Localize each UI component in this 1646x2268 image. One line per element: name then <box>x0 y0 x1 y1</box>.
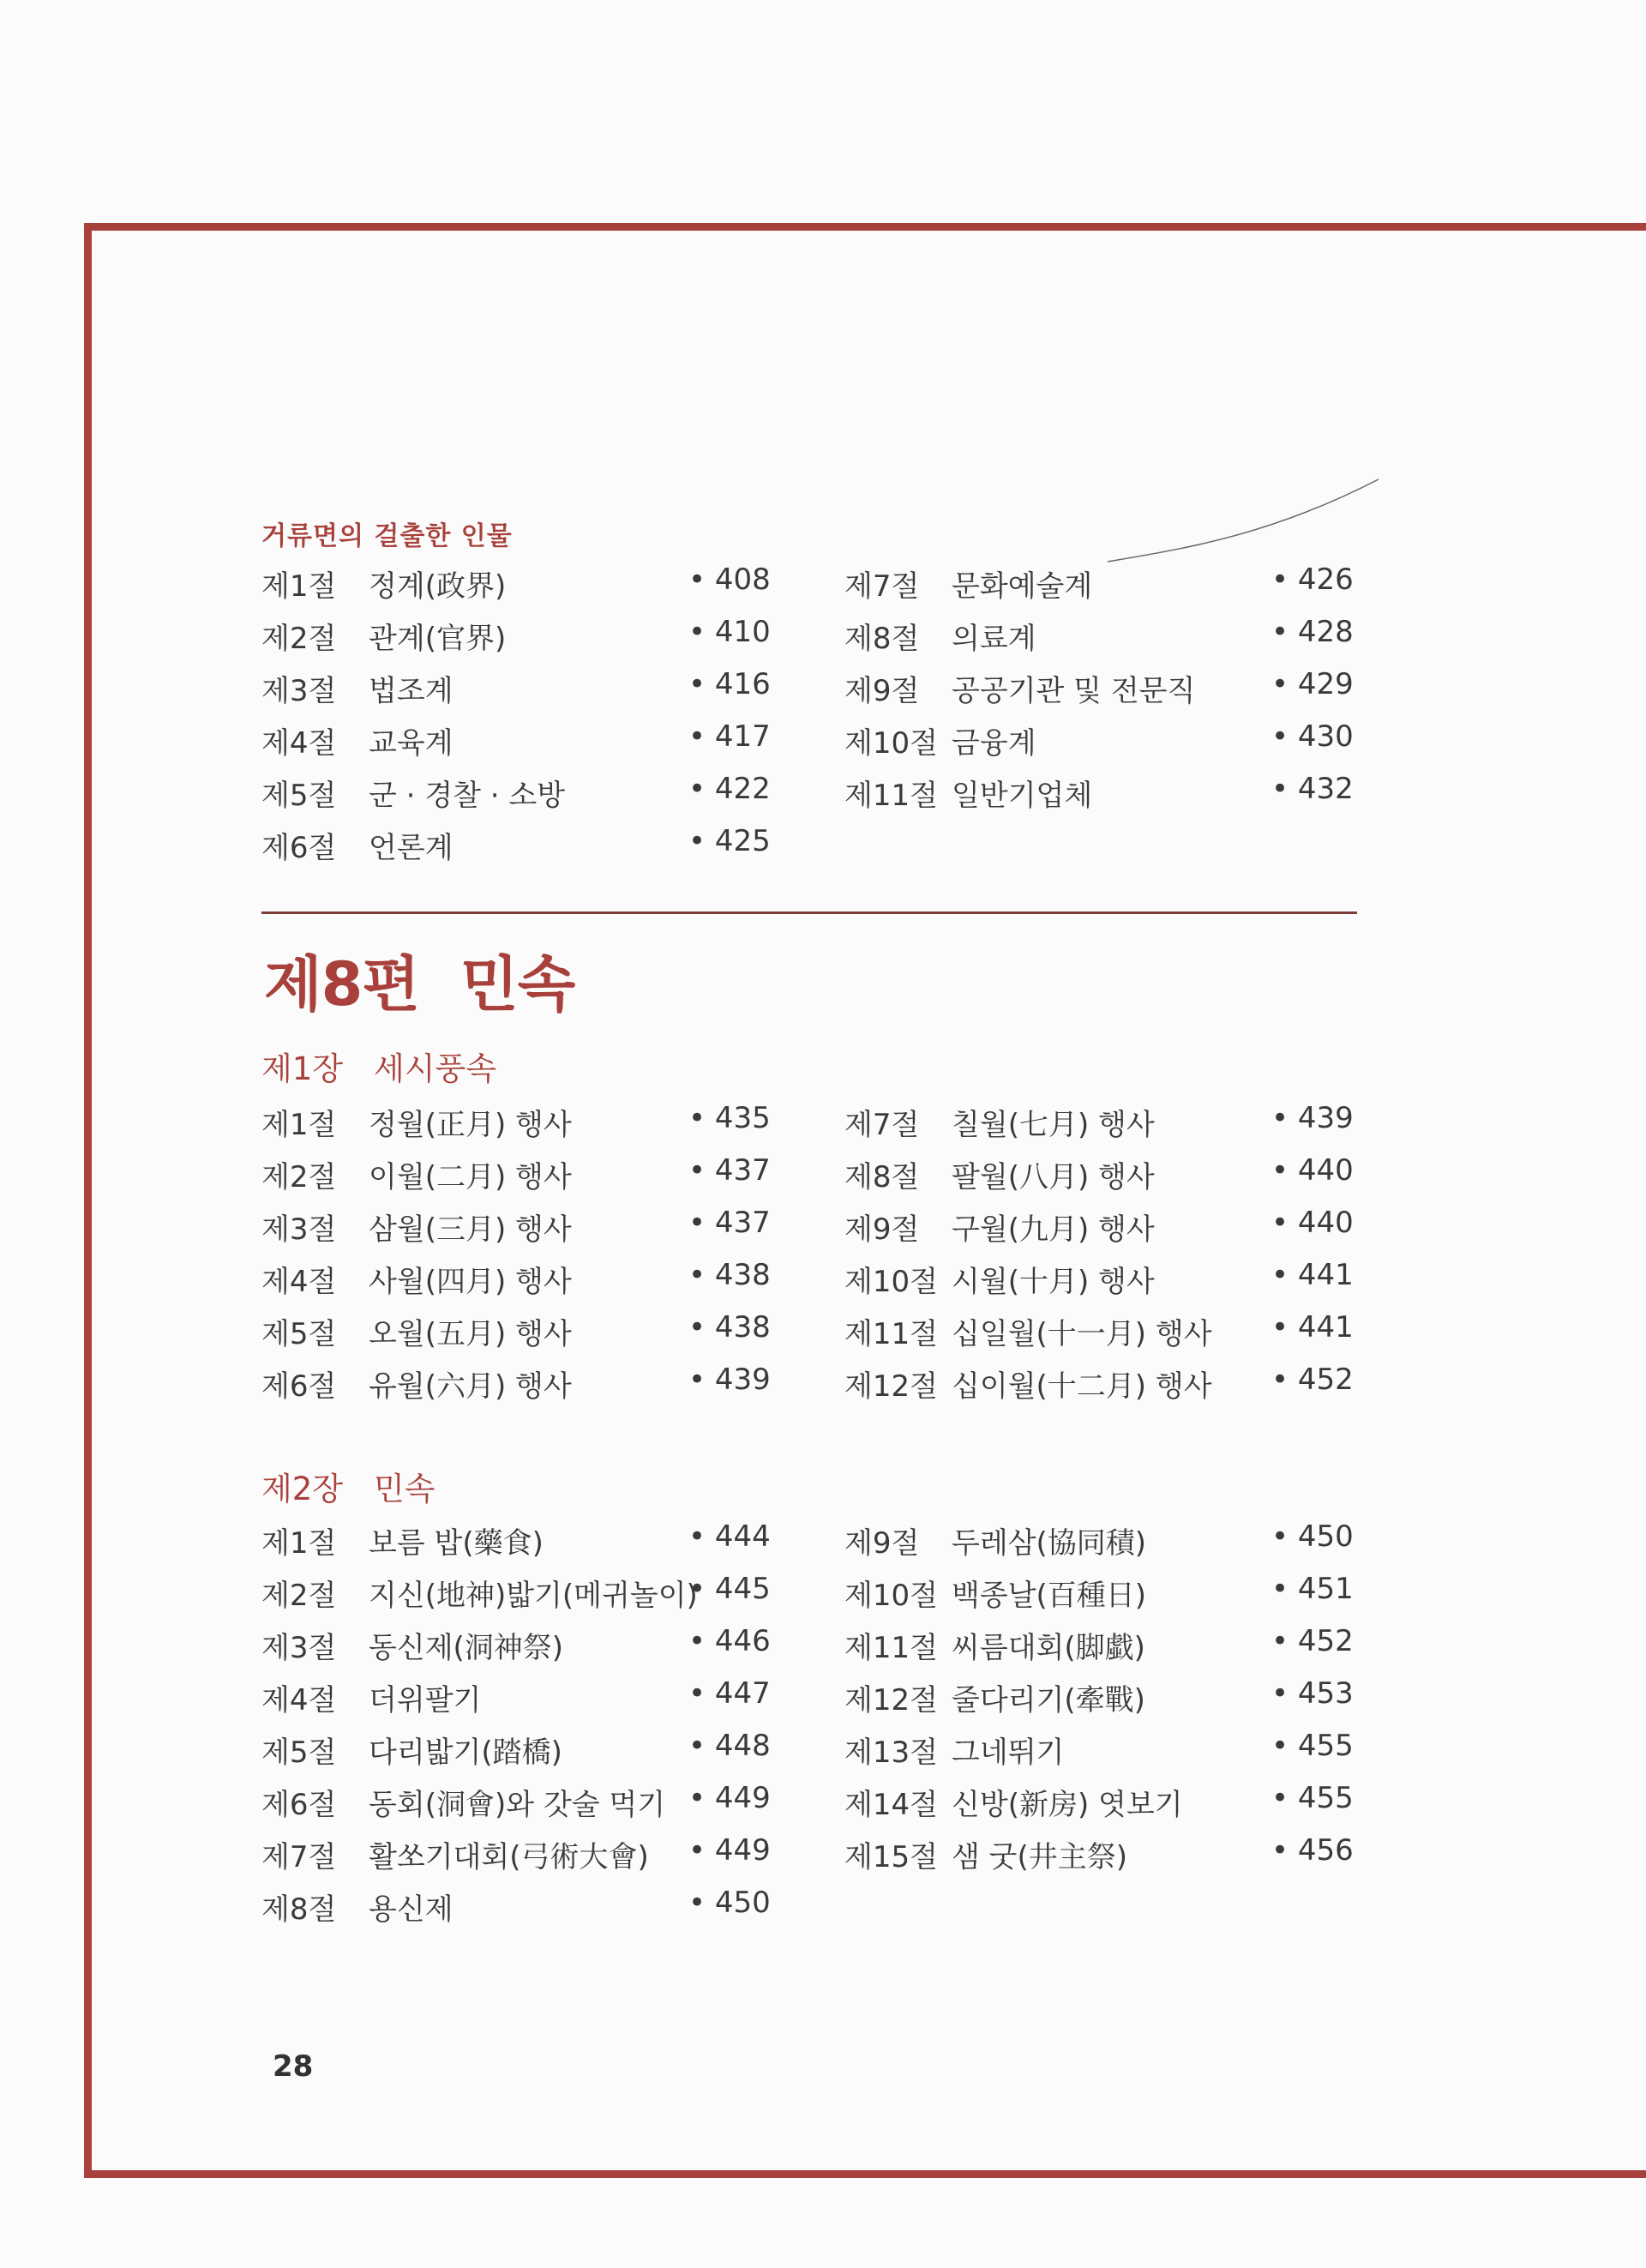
page-ref: • 450 <box>1271 1519 1354 1554</box>
entry-title: 교육계 <box>369 726 454 761</box>
toc-entry <box>261 667 776 719</box>
toc-column-right <box>844 562 1359 824</box>
entry-title: 그네뛰기 <box>952 1736 1065 1770</box>
section-number: 제2절 <box>261 1579 337 1613</box>
page-ref: • 441 <box>1271 1310 1354 1345</box>
entry-title: 백종날(百種日) <box>952 1579 1147 1613</box>
toc-entry <box>261 1886 776 1938</box>
part-number: 제8편 <box>264 949 419 1020</box>
entry-title: 의료계 <box>952 622 1036 656</box>
toc-entry <box>844 667 1359 719</box>
page-ref: • 425 <box>688 824 771 858</box>
toc-entry <box>844 1781 1359 1833</box>
section-number: 제6절 <box>261 1788 337 1822</box>
page-ref: • 455 <box>1271 1781 1354 1815</box>
toc-entry <box>261 1310 776 1363</box>
section-number: 제2절 <box>261 622 337 656</box>
page-ref: • 447 <box>688 1676 771 1711</box>
page-ref: • 455 <box>1271 1729 1354 1763</box>
section-number: 제5절 <box>261 1736 337 1770</box>
toc-entry <box>261 772 776 824</box>
section-number: 제4절 <box>261 1265 337 1299</box>
section-number: 제5절 <box>261 1317 337 1351</box>
entry-title: 씨름대회(脚戱) <box>952 1631 1145 1665</box>
page-ref: • 410 <box>688 615 771 649</box>
section-heading: 거류면의 걸출한 인물 <box>261 521 513 551</box>
page-ref: • 432 <box>1271 772 1354 806</box>
page-ref: • 430 <box>1271 719 1354 754</box>
toc-entry <box>261 1833 776 1886</box>
page-ref: • 445 <box>688 1572 771 1606</box>
entry-title: 동신제(洞神祭) <box>369 1631 564 1665</box>
page-ref: • 450 <box>688 1886 771 1920</box>
section-number: 제7절 <box>844 1108 920 1142</box>
toc-entry <box>844 615 1359 667</box>
section-number: 제9절 <box>844 1526 920 1561</box>
toc-column-left <box>261 1519 776 1938</box>
toc-column-right <box>844 1101 1359 1415</box>
page-ref: • 416 <box>688 667 771 701</box>
toc-column-left <box>261 562 776 876</box>
entry-title: 정월(正月) 행사 <box>369 1108 572 1142</box>
toc-entry <box>261 1258 776 1310</box>
page-ref: • 446 <box>688 1624 771 1658</box>
entry-title: 동회(洞會)와 갓술 먹기 <box>369 1788 666 1822</box>
toc-entry <box>844 1624 1359 1676</box>
chapter-2-section <box>261 1463 1359 1927</box>
toc-column-left <box>261 1101 776 1415</box>
entry-title: 언론계 <box>369 831 454 865</box>
toc-entry <box>261 1676 776 1729</box>
section-number: 제10절 <box>844 726 938 761</box>
entry-title: 더위팔기 <box>369 1683 482 1718</box>
entry-title: 용신제 <box>369 1892 454 1927</box>
section-number: 제7절 <box>261 1840 337 1874</box>
page-ref: • 417 <box>688 719 771 754</box>
toc-entry <box>844 1101 1359 1153</box>
section-number: 제3절 <box>261 1212 337 1247</box>
chapter-heading <box>261 1463 1359 1509</box>
page-ref: • 444 <box>688 1519 771 1554</box>
chapter-title: 민속 <box>374 1471 436 1507</box>
page-ref: • 451 <box>1271 1572 1354 1606</box>
page-ref: • 426 <box>1271 562 1354 597</box>
section-number: 제12절 <box>844 1369 938 1404</box>
chapter-number: 제2장 <box>261 1471 344 1507</box>
chapter-heading <box>261 1043 1359 1089</box>
entry-title: 십이월(十二月) 행사 <box>952 1369 1212 1404</box>
toc-entry <box>844 1310 1359 1363</box>
section-number: 제8절 <box>844 1160 920 1194</box>
part-title <box>264 936 574 1023</box>
entry-title: 지신(地神)밟기(메귀놀이) <box>369 1579 698 1613</box>
toc-entry <box>844 719 1359 772</box>
toc-entry <box>844 1258 1359 1310</box>
entry-title: 시월(十月) 행사 <box>952 1265 1155 1299</box>
section-number: 제3절 <box>261 674 337 708</box>
section-number: 제6절 <box>261 1369 337 1404</box>
entry-title: 줄다리기(牽戰) <box>952 1683 1145 1718</box>
toc-entry <box>844 1363 1359 1415</box>
toc-entry <box>844 562 1359 615</box>
section-number: 제1절 <box>261 1526 337 1561</box>
page-ref: • 437 <box>688 1153 771 1188</box>
page-ref: • 438 <box>688 1310 771 1345</box>
section-number: 제2절 <box>261 1160 337 1194</box>
entry-title: 관계(官界) <box>369 622 507 656</box>
toc-entry <box>261 1729 776 1781</box>
entry-title: 군 · 경찰 · 소방 <box>369 779 566 813</box>
toc-entry <box>261 1572 776 1624</box>
section-number: 제11절 <box>844 779 938 813</box>
toc-entry <box>844 772 1359 824</box>
toc-entry <box>844 1729 1359 1781</box>
section-number: 제1절 <box>261 1108 337 1142</box>
page-number: 28 <box>273 2049 314 2084</box>
section-number: 제14절 <box>844 1788 938 1822</box>
toc-entry <box>261 562 776 615</box>
chapter-number: 제1장 <box>261 1050 344 1087</box>
toc-entry <box>261 1624 776 1676</box>
page-ref: • 449 <box>688 1781 771 1815</box>
toc-column-right <box>844 1519 1359 1886</box>
page-ref: • 449 <box>688 1833 771 1868</box>
entry-title: 법조계 <box>369 674 454 708</box>
page-ref: • 440 <box>1271 1206 1354 1240</box>
entry-title: 십일월(十一月) 행사 <box>952 1317 1212 1351</box>
section-notable-people <box>261 514 1359 865</box>
section-number: 제15절 <box>844 1840 938 1874</box>
page-ref: • 452 <box>1271 1624 1354 1658</box>
entry-title: 정계(政界) <box>369 569 507 604</box>
page-ref: • 435 <box>688 1101 771 1135</box>
section-number: 제10절 <box>844 1265 938 1299</box>
section-number: 제4절 <box>261 726 337 761</box>
entry-title: 구월(九月) 행사 <box>952 1212 1155 1247</box>
entry-title: 삼월(三月) 행사 <box>369 1212 572 1247</box>
toc-entry <box>261 615 776 667</box>
page-ref: • 422 <box>688 772 771 806</box>
page-ref: • 453 <box>1271 1676 1354 1711</box>
entry-title: 신방(新房) 엿보기 <box>952 1788 1183 1822</box>
part-name: 민속 <box>460 949 575 1020</box>
page-ref: • 452 <box>1271 1363 1354 1397</box>
page-ref: • 439 <box>1271 1101 1354 1135</box>
entry-title: 이월(二月) 행사 <box>369 1160 572 1194</box>
page-ref: • 440 <box>1271 1153 1354 1188</box>
toc-entry <box>261 824 776 876</box>
entry-title: 활쏘기대회(弓術大會) <box>369 1840 649 1874</box>
section-number: 제11절 <box>844 1317 938 1351</box>
entry-title: 오월(五月) 행사 <box>369 1317 572 1351</box>
section-number: 제7절 <box>844 569 920 604</box>
toc-entry <box>844 1519 1359 1572</box>
toc-entry <box>261 1781 776 1833</box>
section-number: 제13절 <box>844 1736 938 1770</box>
section-number: 제8절 <box>261 1892 337 1927</box>
divider-rule <box>261 911 1357 914</box>
entry-title: 보름 밥(藥食) <box>369 1526 544 1561</box>
page-ref: • 437 <box>688 1206 771 1240</box>
entry-title: 문화예술계 <box>952 569 1093 604</box>
toc-entry <box>844 1572 1359 1624</box>
page-ref: • 456 <box>1271 1833 1354 1868</box>
page-ref: • 429 <box>1271 667 1354 701</box>
entry-title: 유월(六月) 행사 <box>369 1369 572 1404</box>
chapter-title: 세시풍속 <box>374 1050 496 1087</box>
entry-title: 금융계 <box>952 726 1036 761</box>
page-ref: • 448 <box>688 1729 771 1763</box>
toc-entry <box>844 1206 1359 1258</box>
page-ref: • 428 <box>1271 615 1354 649</box>
toc-entry <box>261 1206 776 1258</box>
page-ref: • 438 <box>688 1258 771 1292</box>
section-number: 제10절 <box>844 1579 938 1613</box>
toc-entry <box>844 1833 1359 1886</box>
toc-entry <box>261 719 776 772</box>
entry-title: 일반기업체 <box>952 779 1093 813</box>
section-number: 제3절 <box>261 1631 337 1665</box>
section-number: 제9절 <box>844 674 920 708</box>
section-number: 제6절 <box>261 831 337 865</box>
entry-title: 칠월(七月) 행사 <box>952 1108 1155 1142</box>
section-number: 제12절 <box>844 1683 938 1718</box>
entry-title: 공공기관 및 전문직 <box>952 674 1196 708</box>
section-number: 제9절 <box>844 1212 920 1247</box>
entry-title: 사월(四月) 행사 <box>369 1265 572 1299</box>
section-number: 제1절 <box>261 569 337 604</box>
page-ref: • 408 <box>688 562 771 597</box>
toc-entry <box>261 1519 776 1572</box>
toc-entry <box>261 1101 776 1153</box>
entry-title: 샘 굿(井主祭) <box>952 1840 1128 1874</box>
toc-entry <box>261 1363 776 1415</box>
page-ref: • 441 <box>1271 1258 1354 1292</box>
chapter-1-section <box>261 1043 1359 1404</box>
toc-entry <box>844 1676 1359 1729</box>
entry-title: 다리밟기(踏橋) <box>369 1736 562 1770</box>
page-ref: • 439 <box>688 1363 771 1397</box>
toc-entry <box>844 1153 1359 1206</box>
section-number: 제4절 <box>261 1683 337 1718</box>
section-number: 제11절 <box>844 1631 938 1665</box>
entry-title: 팔월(八月) 행사 <box>952 1160 1155 1194</box>
toc-entry <box>261 1153 776 1206</box>
section-number: 제5절 <box>261 779 337 813</box>
entry-title: 두레삼(協同積) <box>952 1526 1147 1561</box>
section-number: 제8절 <box>844 622 920 656</box>
